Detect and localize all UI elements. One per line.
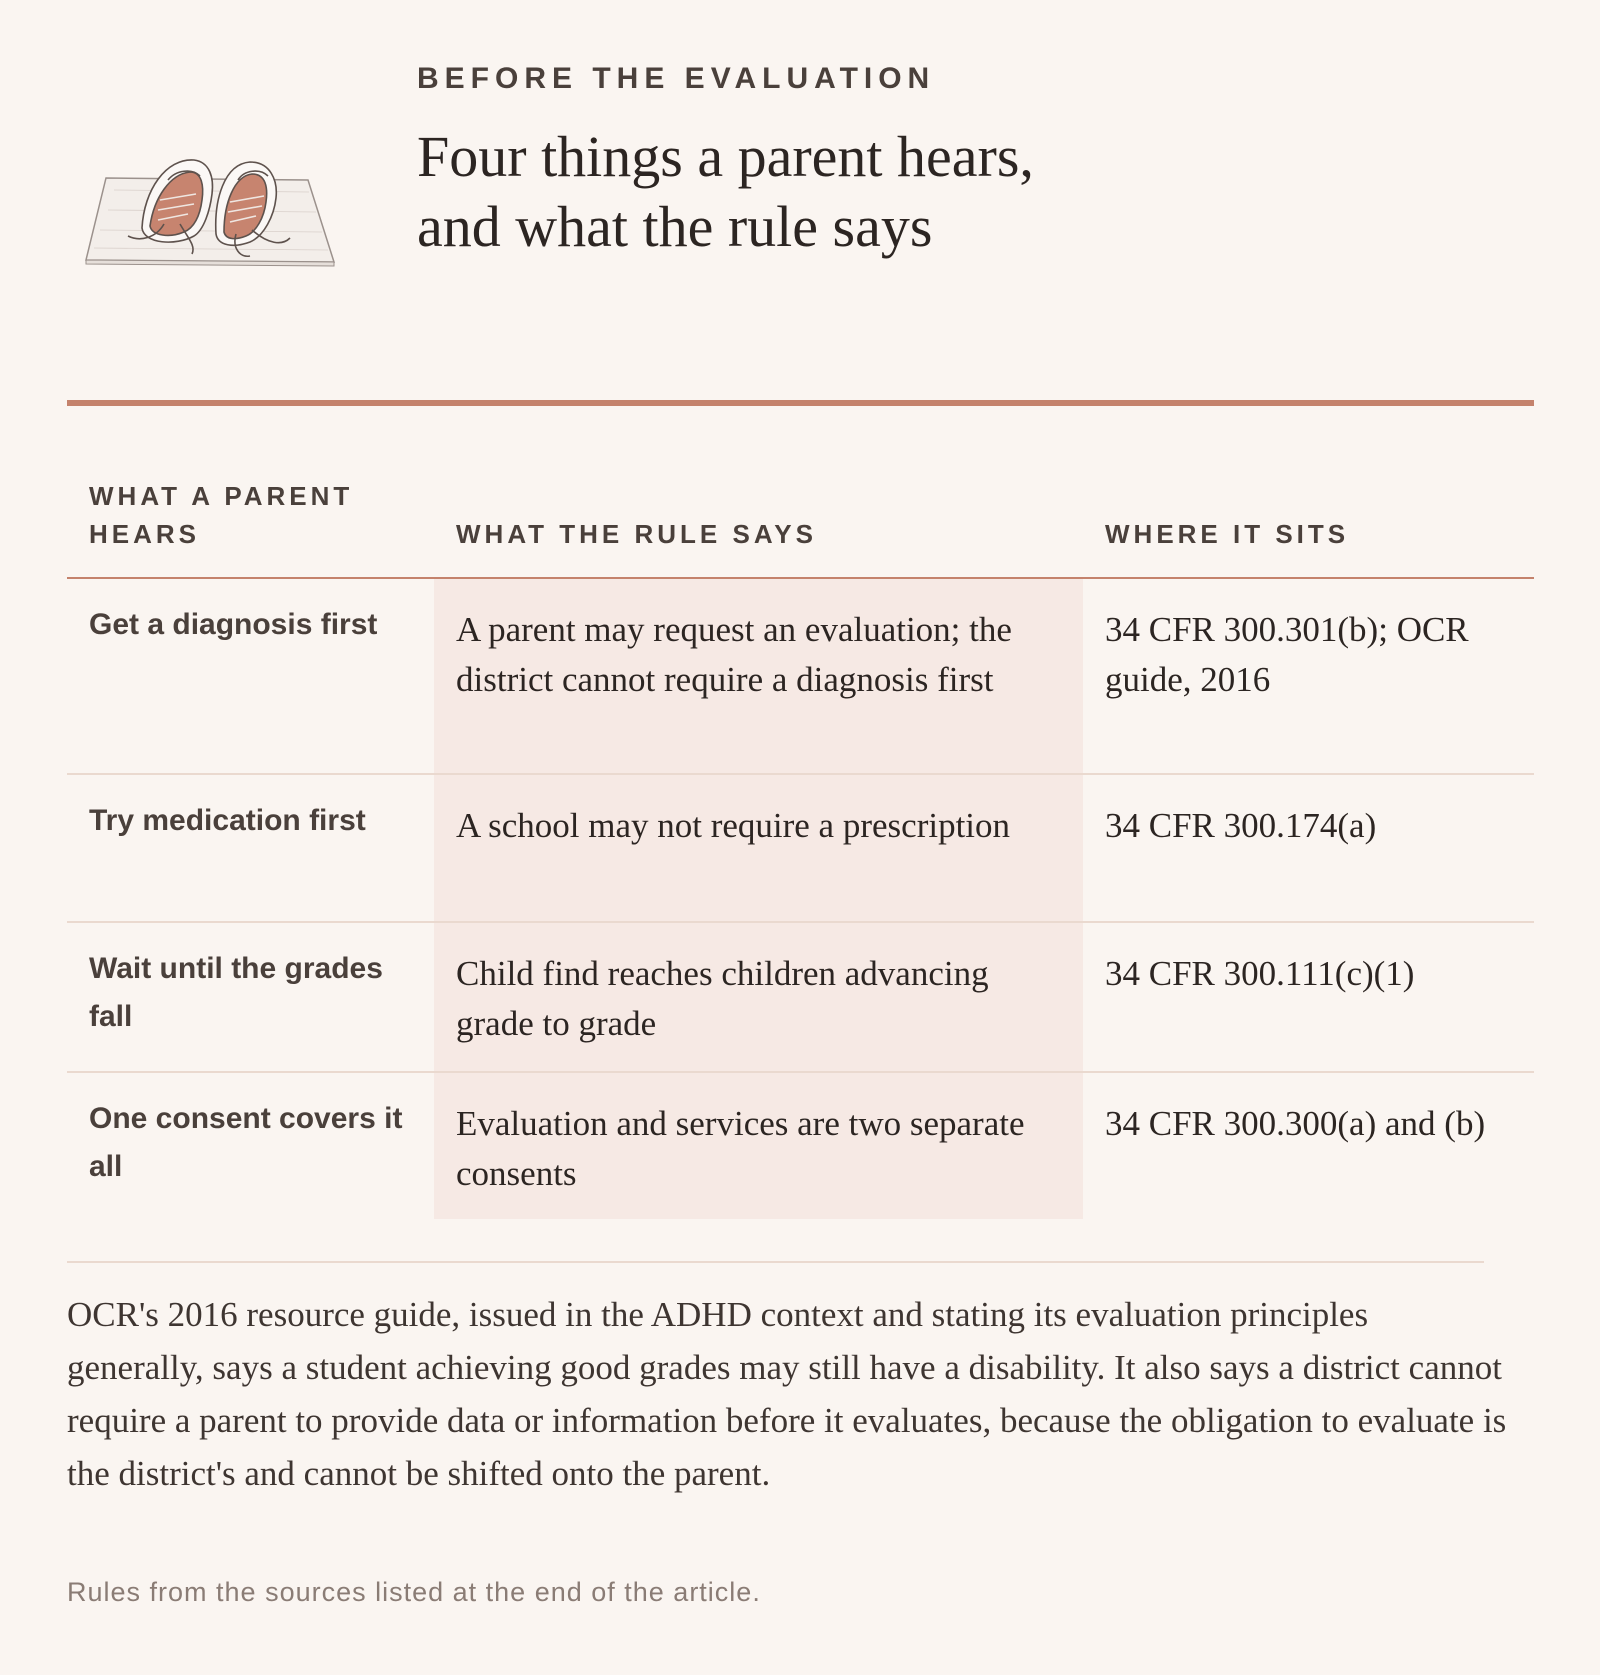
cell-hears: One consent covers it all xyxy=(89,1102,403,1183)
table-header xyxy=(67,477,1534,579)
table-row xyxy=(67,923,1534,1073)
rules-table xyxy=(67,477,1534,1219)
source-note: Rules from the sources listed at the end of the article. xyxy=(67,1577,761,1607)
cell-hears: Wait until the grades fall xyxy=(89,952,383,1033)
explanatory-note: OCR's 2016 resource guide, issued in the ADHD context and stating its evaluation principles generally, says a student achieving good grades may still have a disability. It also says a district cannot require a parent to provide data or information before it evaluates, because the obligation to evaluate is the district's and cannot be shifted onto the parent. xyxy=(67,1295,1507,1493)
column-header-rule: WHAT THE RULE SAYS xyxy=(456,519,817,549)
cell-where: 34 CFR 300.174(a) xyxy=(1105,806,1377,845)
cell-rule: A parent may request an evaluation; the district cannot require a diagnosis first xyxy=(456,610,1012,699)
cell-rule: Child find reaches children advancing grade to grade xyxy=(456,954,989,1043)
table-row xyxy=(67,1073,1534,1219)
table-row xyxy=(67,775,1534,923)
sneakers-on-doormat-icon xyxy=(84,150,340,280)
cell-where: 34 CFR 300.301(b); OCR guide, 2016 xyxy=(1105,610,1469,699)
cell-rule: Evaluation and services are two separate consents xyxy=(456,1104,1025,1193)
cell-hears: Try medication first xyxy=(89,804,366,837)
cell-hears: Get a diagnosis first xyxy=(89,608,378,641)
column-header-where: WHERE IT SITS xyxy=(1105,519,1350,549)
eyebrow-label: BEFORE THE EVALUATION xyxy=(417,62,936,95)
page-title-line-1: Four things a parent hears, xyxy=(417,124,1034,189)
cell-where: 34 CFR 300.300(a) and (b) xyxy=(1105,1104,1486,1143)
cell-rule: A school may not require a prescription xyxy=(456,806,1011,845)
column-header-hears: WHAT A PARENT HEARS xyxy=(89,481,354,549)
section-divider xyxy=(67,1261,1484,1263)
page-title xyxy=(417,122,1417,262)
page-title-line-2: and what the rule says xyxy=(417,194,933,259)
cell-where: 34 CFR 300.111(c)(1) xyxy=(1105,954,1415,993)
accent-divider xyxy=(67,400,1534,406)
table-row xyxy=(67,579,1534,775)
